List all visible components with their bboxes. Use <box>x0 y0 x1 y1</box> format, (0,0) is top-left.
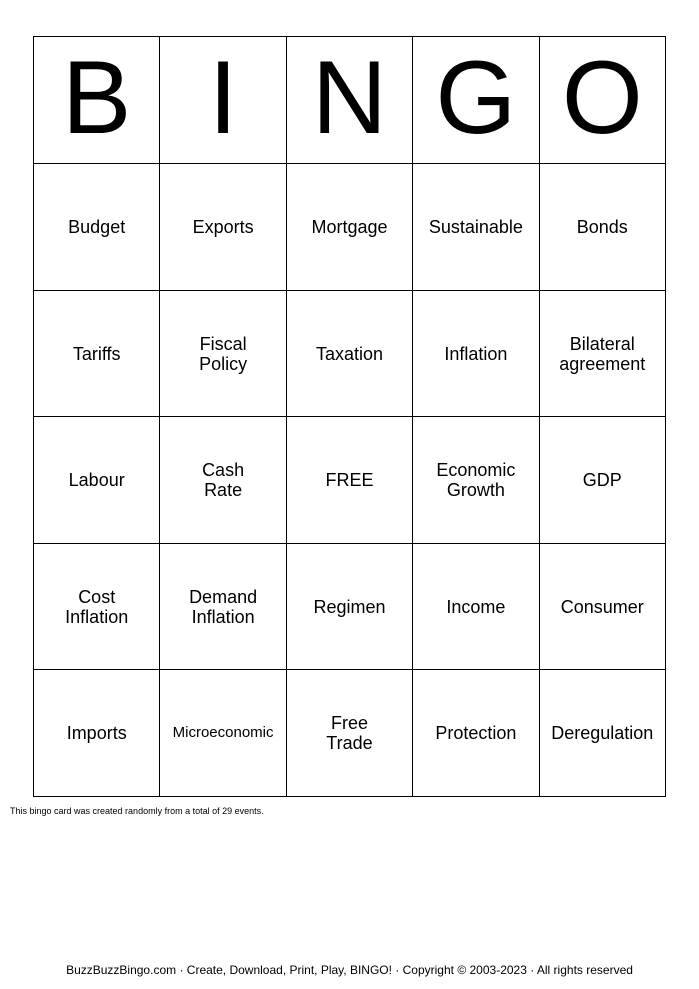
header-letter-text: G <box>435 40 517 156</box>
bingo-row <box>34 670 666 797</box>
header-letter-text: N <box>311 40 388 156</box>
bingo-cell: Consumer <box>539 544 665 670</box>
bingo-cell: Income <box>413 544 539 670</box>
bingo-cell: Bilateral agreement <box>539 291 665 417</box>
header-letter-g <box>413 37 539 164</box>
bingo-cell: Bonds <box>539 164 665 291</box>
header-letter-text: B <box>62 40 132 156</box>
bingo-card <box>33 36 666 797</box>
header-letter-i <box>160 37 286 164</box>
bingo-cell: Microeconomic <box>160 670 286 797</box>
bingo-cell: Mortgage <box>286 164 412 291</box>
header-letter-text: O <box>561 40 643 156</box>
bingo-cell: Economic Growth <box>413 417 539 544</box>
bingo-cell: Demand Inflation <box>160 544 286 670</box>
bingo-cell: Exports <box>160 164 286 291</box>
bingo-cell: Labour <box>34 417 160 544</box>
bingo-cell: Cost Inflation <box>34 544 160 670</box>
bingo-row <box>34 291 666 417</box>
bingo-row <box>34 417 666 544</box>
bingo-cell-free: FREE <box>286 417 412 544</box>
bingo-row <box>34 164 666 291</box>
header-letter-text: I <box>208 40 238 156</box>
bingo-cell: Tariffs <box>34 291 160 417</box>
bingo-cell: Sustainable <box>413 164 539 291</box>
page-footer: BuzzBuzzBingo.com · Create, Download, Print, Play, BINGO! · Copyright © 2003-2023 · All rights reserved <box>66 963 633 977</box>
bingo-row <box>34 544 666 670</box>
header-letter-o <box>539 37 665 164</box>
header-letter-n <box>286 37 412 164</box>
bingo-cell: Protection <box>413 670 539 797</box>
bingo-cell: GDP <box>539 417 665 544</box>
bingo-cell: Deregulation <box>539 670 665 797</box>
bingo-cell: Cash Rate <box>160 417 286 544</box>
bingo-cell: Imports <box>34 670 160 797</box>
bingo-cell: Free Trade <box>286 670 412 797</box>
bingo-cell: Inflation <box>413 291 539 417</box>
bingo-cell: Taxation <box>286 291 412 417</box>
generation-note: This bingo card was created randomly from a total of 29 events. <box>10 806 264 816</box>
bingo-cell: Fiscal Policy <box>160 291 286 417</box>
bingo-cell: Budget <box>34 164 160 291</box>
bingo-cell: Regimen <box>286 544 412 670</box>
bingo-header-row <box>34 37 666 164</box>
header-letter-b <box>34 37 160 164</box>
